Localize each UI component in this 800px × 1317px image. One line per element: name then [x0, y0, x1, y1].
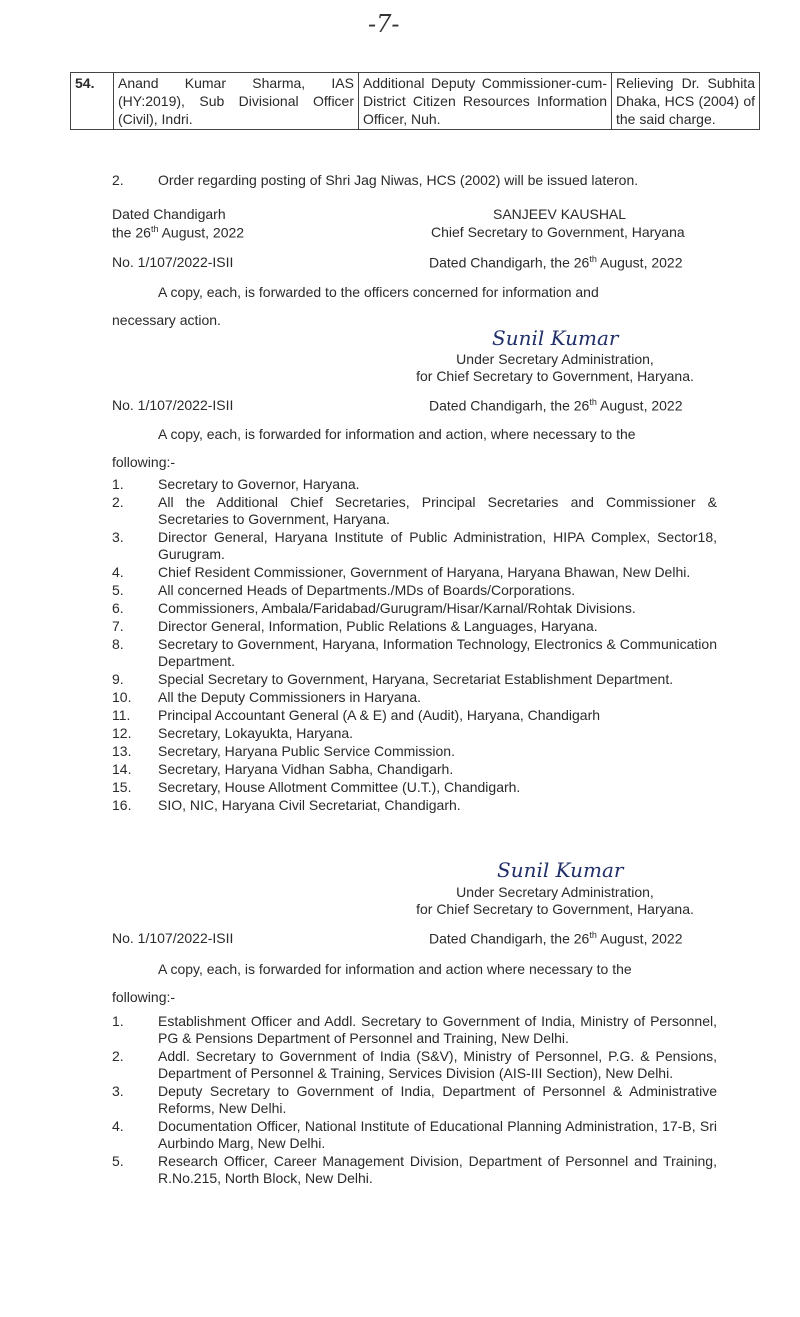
list-item: 4. Chief Resident Commissioner, Government of Haryana, Haryana Bhawan, New Delhi. — [112, 564, 691, 580]
sig-block-2 — [392, 884, 718, 918]
dated-date: the 26th August, 2022 — [112, 224, 245, 241]
distribution-list-1 — [112, 476, 717, 815]
para-2-text: Order regarding posting of Shri Jag Niwas, HCS (2002) will be issued lateron. — [158, 172, 639, 188]
remarks-cell: Relieving Dr. Subhita Dhaka, HCS (2004) of the said charge. — [612, 73, 760, 130]
signature-1: Sunil Kumar — [492, 326, 619, 350]
list-item: 2. Addl. Secretary to Government of India (S&V), Ministry of Personnel, P.G. & Pensions, Department of Personnel & Training, Services Division (AIS-III Section), New Delhi. — [112, 1048, 717, 1081]
endorsement-1-ref: No. 1/107/2022-ISII — [112, 254, 234, 270]
endorsement-1-text-tail: necessary action. — [112, 312, 221, 328]
signatory-name: SANJEEV KAUSHAL — [493, 206, 627, 222]
list-item: 8. Secretary to Government, Haryana, Information Technology, Electronics & Communication Department. — [112, 636, 717, 669]
endorsement-3-ref: No. 1/107/2022-ISII — [112, 930, 234, 946]
endorsement-3-date: Dated Chandigarh, the 26th August, 2022 — [429, 930, 683, 947]
endorsement-1-text — [112, 278, 717, 334]
sig-block-1-line-2: for Chief Secretary to Government, Haryana. — [416, 368, 694, 384]
table-row — [71, 73, 760, 130]
para-2-number: 2. — [112, 172, 124, 188]
endorsement-2-date: Dated Chandigarh, the 26th August, 2022 — [429, 397, 683, 414]
officer-name-cell: Anand Kumar Sharma, IAS (HY:2019), Sub Divisional Officer (Civil), Indri. — [114, 73, 359, 130]
list-item: 15. Secretary, House Allotment Committee (U.T.), Chandigarh. — [112, 779, 521, 795]
list-item: 10. All the Deputy Commissioners in Haryana. — [112, 689, 421, 705]
dated-place: Dated Chandigarh — [112, 206, 226, 222]
endorsement-2-text — [112, 420, 717, 476]
serial-number-cell: 54. — [71, 73, 114, 130]
endorsement-3-text-tail: following:- — [112, 989, 176, 1005]
page-number: -7- — [368, 10, 400, 38]
sig-block-1 — [392, 351, 718, 385]
distribution-list-2 — [112, 1013, 717, 1188]
list-item: 14. Secretary, Haryana Vidhan Sabha, Chandigarh. — [112, 761, 454, 777]
list-item: 13. Secretary, Haryana Public Service Commission. — [112, 743, 455, 759]
list-item: 1. Establishment Officer and Addl. Secretary to Government of India, Ministry of Personnel, PG & Pensions Department of Personnel and Training, New Delhi. — [112, 1013, 717, 1046]
posting-cell: Additional Deputy Commissioner-cum-District Citizen Resources Information Officer, Nuh. — [359, 73, 612, 130]
list-item: 9. Special Secretary to Government, Haryana, Secretariat Establishment Department. — [112, 671, 674, 687]
endorsement-2-text-line: A copy, each, is forwarded for information and action, where necessary to the — [158, 426, 636, 442]
list-item: 1. Secretary to Governor, Haryana. — [112, 476, 360, 492]
endorsement-2-ref: No. 1/107/2022-ISII — [112, 397, 234, 413]
list-item: 12. Secretary, Lokayukta, Haryana. — [112, 725, 354, 741]
sig-block-2-line-2: for Chief Secretary to Government, Haryana. — [416, 901, 694, 917]
endorsement-3-text — [112, 955, 717, 1011]
signature-2: Sunil Kumar — [497, 858, 624, 882]
list-item: 5. Research Officer, Career Management Division, Department of Personnel and Training, R.No.215, North Block, New Delhi. — [112, 1153, 717, 1186]
list-item: 4. Documentation Officer, National Institute of Educational Planning Administration, 17-B, Sri Aurbindo Marg, New Delhi. — [112, 1118, 717, 1151]
list-item: 5. All concerned Heads of Departments./MDs of Boards/Corporations. — [112, 582, 576, 598]
endorsement-2-text-tail: following:- — [112, 454, 176, 470]
list-item: 3. Director General, Haryana Institute of Public Administration, HIPA Complex, Sector18, Gurugram. — [112, 529, 717, 562]
posting-order-table — [70, 72, 760, 130]
signatory-title: Chief Secretary to Government, Haryana — [431, 224, 685, 240]
endorsement-1-date: Dated Chandigarh, the 26th August, 2022 — [429, 254, 683, 271]
endorsement-1-text-line: A copy, each, is forwarded to the officers concerned for information and — [158, 284, 599, 300]
list-item: 16. SIO, NIC, Haryana Civil Secretariat, Chandigarh. — [112, 797, 461, 813]
list-item: 6. Commissioners, Ambala/Faridabad/Gurugram/Hisar/Karnal/Rohtak Divisions. — [112, 600, 636, 616]
list-item: 7. Director General, Information, Public Relations & Languages, Haryana. — [112, 618, 598, 634]
endorsement-3-text-line: A copy, each, is forwarded for information and action where necessary to the — [158, 961, 632, 977]
list-item: 3. Deputy Secretary to Government of India, Department of Personnel & Administrative Reforms, New Delhi. — [112, 1083, 717, 1116]
sig-block-1-line-1: Under Secretary Administration, — [456, 351, 654, 367]
list-item: 11. Principal Accountant General (A & E) and (Audit), Haryana, Chandigarh — [112, 707, 601, 723]
list-item: 2. All the Additional Chief Secretaries, Principal Secretaries and Commissioner & Secretaries to Government, Haryana. — [112, 494, 717, 527]
sig-block-2-line-1: Under Secretary Administration, — [456, 884, 654, 900]
